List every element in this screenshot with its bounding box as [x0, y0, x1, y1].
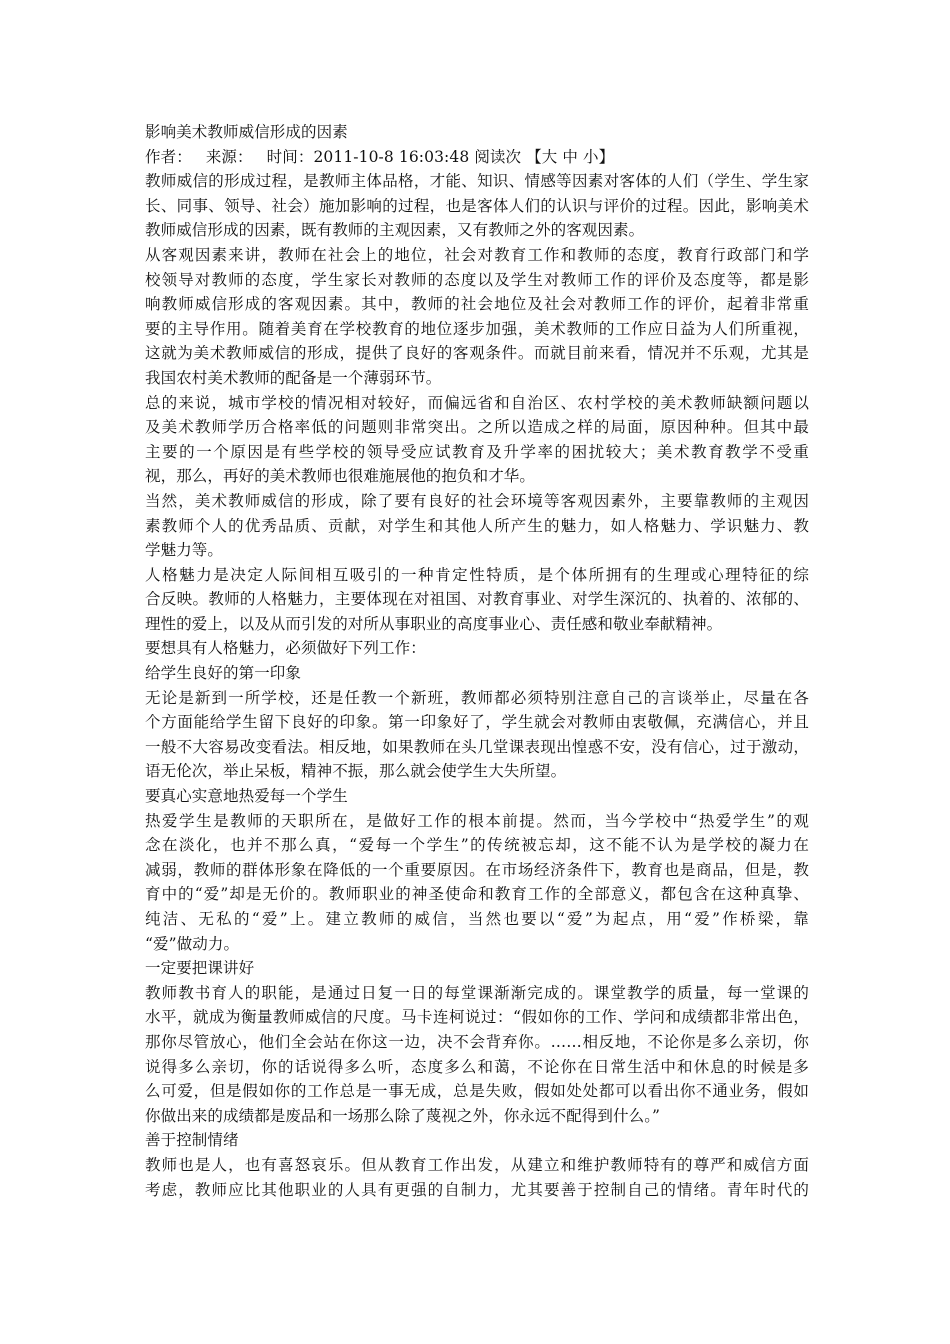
body-line: 教师也是人，也有喜怒哀乐。但从教育工作出发，从建立和维护教师特有的尊严和威信方面	[145, 1155, 809, 1174]
font-size-control[interactable]: 【大 中 小】	[526, 147, 615, 166]
body-line: 一定要把课讲好	[145, 959, 255, 978]
body-line: 素教师个人的优秀品质、贡献，对学生和其他人所产生的魅力，如人格魅力、学识魅力、教	[145, 516, 809, 535]
publish-time: 2011-10-8 16:03:48	[313, 147, 470, 166]
body-line: 善于控制情绪	[145, 1131, 239, 1150]
body-line: 校领导对教师的态度，学生家长对教师的态度以及学生对教师工作的评价及态度等，都是影	[145, 270, 809, 289]
body-line: 无论是新到一所学校，还是任教一个新班，教师都必须特别注意自己的言谈举止，尽量在各	[145, 688, 809, 707]
body-line: 要想具有人格魅力，必须做好下列工作：	[145, 639, 426, 658]
body-line: 减弱，教师的群体形象在降低的一个重要原因。在市场经济条件下，教育也是商品，但是，教	[145, 860, 809, 879]
read-count-label: 阅读次	[474, 147, 522, 166]
body-line: 说得多么亲切，你的话说得多么听，态度多么和蔼，不论你在日常生活中和休息的时候是多	[145, 1057, 809, 1076]
body-line: 教师威信的形成过程，是教师主体品格，才能、知识、情感等因素对客体的人们（学生、学生家	[145, 172, 809, 191]
body-line: 当然，美术教师威信的形成，除了要有良好的社会环境等客观因素外，主要靠教师的主观因	[145, 491, 809, 510]
body-line: 一般不大容易改变看法。相反地，如果教师在头几堂课表现出惶惑不安，没有信心，过于激动，	[145, 737, 809, 756]
body-line: 我国农村美术教师的配备是一个薄弱环节。	[145, 368, 442, 387]
time-label: 时间：	[266, 147, 314, 166]
body-line: 热爱学生是教师的天职所在，是做好工作的根本前提。然而，当今学校中“热爱学生”的观	[145, 811, 809, 830]
body-line: 语无伦次，举止呆板，精神不振，那么就会使学生大失所望。	[145, 762, 567, 781]
article-title: 影响美术教师威信形成的因素	[145, 123, 348, 141]
body-line: 育中的“爱”却是无价的。教师职业的神圣使命和教育工作的全部意义，都包含在这种真挚、	[145, 885, 809, 904]
body-line: 水平，就成为衡量教师威信的尺度。马卡连柯说过：“假如你的工作、学问和成绩都非常出色，	[145, 1008, 809, 1027]
article-meta	[145, 145, 809, 170]
body-line: 纯洁、无私的“爱”上。建立教师的威信，当然也要以“爱”为起点，用“爱”作桥梁，靠	[145, 910, 809, 928]
body-line: 给学生良好的第一印象	[145, 664, 302, 683]
body-line: 主要的一个原因是有些学校的领导受应试教育及升学率的困扰较大；美术教育教学不受重	[145, 442, 809, 461]
body-line: 要真心实意地热爱每一个学生	[145, 787, 348, 806]
source-label: 来源：	[205, 147, 253, 166]
body-line: 教师威信形成的因素，既有教师的主观因素，又有教师之外的客观因素。	[145, 221, 645, 240]
body-line: 学魅力等。	[145, 541, 224, 560]
body-line: 及美术教师学历合格率低的问题则非常突出。之所以造成之样的局面，原因种种。但其中最	[145, 418, 809, 437]
body-line: 响教师威信形成的客观因素。其中，教师的社会地位及社会对教师工作的评价，起着非常重	[145, 295, 809, 314]
body-line: 视，那么，再好的美术教师也很难施展他的抱负和才华。	[145, 467, 536, 486]
body-line: 人格魅力是决定人际间相互吸引的一种肯定性特质，是个体所拥有的生理或心理特征的综	[145, 565, 809, 584]
body-line: 从客观因素来讲，教师在社会上的地位，社会对教育工作和教师的态度，教育行政部门和学	[145, 245, 809, 264]
body-line: 长、同事、领导、社会）施加影响的过程，也是客体人们的认识与评价的过程。因此，影响美术	[145, 196, 809, 215]
article	[145, 120, 809, 1202]
body-line: 这就为美术教师威信的形成，提供了良好的客观条件。而就目前来看，情况并不乐观，尤其是	[145, 344, 809, 363]
body-line: 么可爱，但是假如你的工作总是一事无成，总是失败，假如处处都可以看出你不通业务，假如	[145, 1082, 809, 1101]
body-line: 总的来说，城市学校的情况相对较好，而偏远省和自治区、农村学校的美术教师缺额问题以	[145, 393, 809, 412]
author-label: 作者：	[145, 147, 192, 166]
body-line: 念在淡化，也并不那么真，“爱每一个学生”的传统被忘却，这不能不认为是学校的凝力在	[145, 836, 809, 855]
body-line: 考虑，教师应比其他职业的人具有更强的自制力，尤其要善于控制自己的情绪。青年时代的	[145, 1180, 809, 1199]
body-line: 那你尽管放心，他们全会站在你这一边，决不会背弃你。……相反地，不论你是多么亲切，你	[145, 1032, 809, 1051]
body-line: 理性的爱上，以及从而引发的对所从事职业的高度事业心、责任感和敬业奉献精神。	[145, 614, 723, 633]
body-line: 个方面能给学生留下良好的印象。第一印象好了，学生就会对教师由衷敬佩，充满信心，并且	[145, 713, 809, 732]
body-line: 教师教书育人的职能，是通过日复一日的每堂课渐渐完成的。课堂教学的质量，每一堂课的	[145, 983, 809, 1002]
body-line: 要的主导作用。随着美育在学校教育的地位逐步加强，美术教师的工作应日益为人们所重视，	[145, 319, 809, 338]
body-line: “爱”做动力。	[145, 934, 240, 953]
body-line: 你做出来的成绩都是废品和一场那么除了蔑视之外，你永远不配得到什么。”	[145, 1106, 661, 1125]
body-line: 合反映。教师的人格魅力，主要体现在对祖国、对教育事业、对学生深沉的、执着的、浓郁的、	[145, 590, 809, 609]
article-body	[145, 169, 809, 1202]
